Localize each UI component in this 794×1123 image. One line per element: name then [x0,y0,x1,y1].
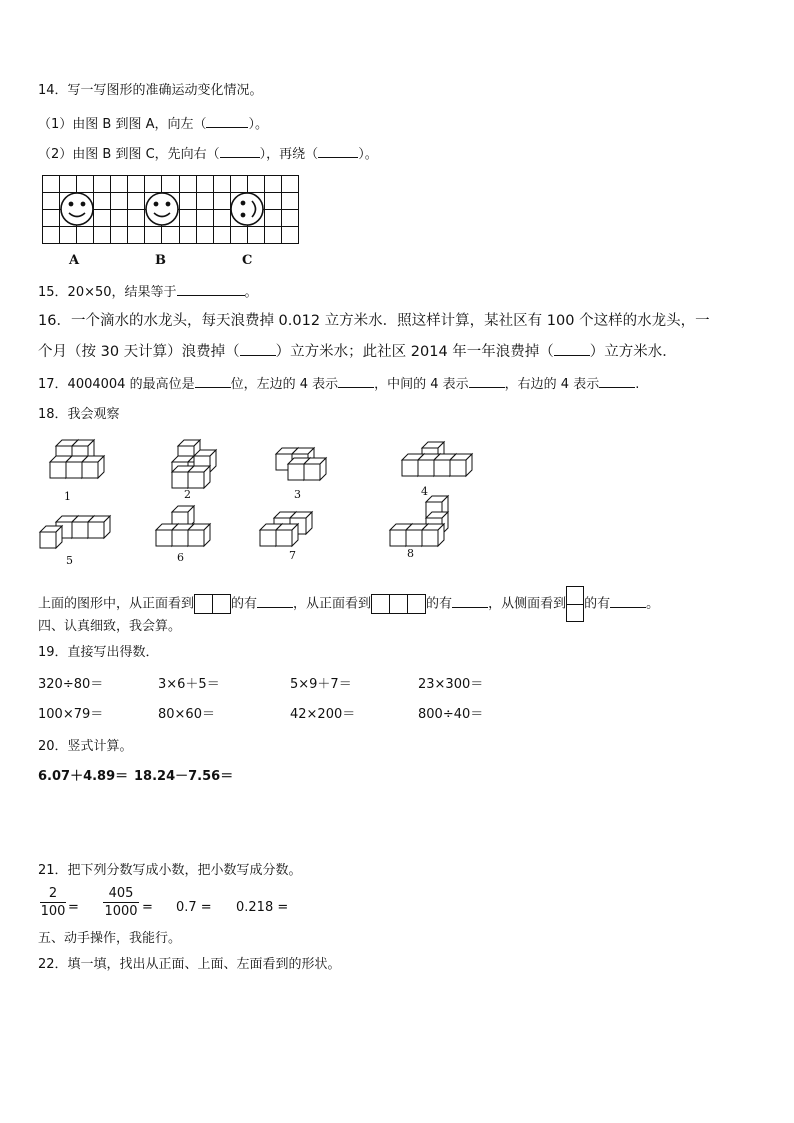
q22-title: 22．填一填，找出从正面、上面、左面看到的形状。 [38,957,341,972]
smiley-face-c-rotated [231,193,263,225]
q19-title: 19．直接写出得数． [38,645,159,660]
figure-number-6: 6 [177,551,184,564]
q19-item: 23×300＝ [418,677,484,692]
q21-title: 21．把下列分数写成小数，把小数写成分数。 [38,863,302,878]
q16-line2: 个月（按 30 天计算）浪费掉（ ）立方米水；此社区 2014 年一年浪费掉（ ）立方米水． [38,344,677,360]
answer-blank[interactable] [195,374,231,388]
figure-number-4: 4 [421,485,428,498]
q14-title: 14．写一写图形的准确运动变化情况。 [38,83,263,98]
two-square-view [194,594,231,614]
cube-figure-8 [390,496,448,546]
answer-blank[interactable] [318,144,358,158]
q19-item: 80×60＝ [158,707,215,722]
answer-blank[interactable] [240,342,276,356]
section-4-heading: 四、认真细致，我会算。 [38,619,182,634]
q19-item: 42×200＝ [290,707,356,722]
cube-figure-7 [260,512,312,546]
figure-number-1: 1 [64,490,71,503]
answer-blank[interactable] [554,342,590,356]
smiley-face-b [146,193,178,225]
fraction-2-100: 2 100 [40,886,66,919]
answer-blank[interactable] [338,374,374,388]
figure-number-7: 7 [289,549,296,562]
section-5-heading: 五、动手操作，我能行。 [38,931,182,946]
answer-blank[interactable] [206,114,248,128]
smiley-face-a [61,193,93,225]
q14-part2: （2）由图 B 到图 C，先向右（ ），再绕（ ）。 [38,144,378,164]
equals-sign: = [142,900,153,915]
answer-blank[interactable] [599,374,635,388]
equals-sign: = [68,900,79,915]
q20-title: 20．竖式计算。 [38,739,133,754]
cube-figure-2 [172,440,216,488]
q19-item: 3×6＋5＝ [158,677,220,692]
face-grid-diagram [42,175,300,245]
q18-title: 18．我会观察 [38,407,120,422]
q14-part1: （1）由图 B 到图 A，向左（ ）。 [38,114,268,134]
fraction-405-1000: 405 1000 [104,886,138,919]
q19-item: 800÷40＝ [418,707,484,722]
decimal-item: 0.7 = [176,900,212,915]
answer-blank[interactable] [610,594,646,608]
cube-figure-1 [50,440,104,478]
q20-item: 6.07＋4.89＝ [38,769,129,784]
figure-label-b: B [155,253,166,268]
three-square-view [371,594,426,614]
cube-figure-6 [156,506,210,546]
q18-question: 上面的图形中，从正面看到 的有 ，从正面看到 的有 ，从侧面看到 的有 。 [38,586,659,622]
q20-item: 18.24－7.56＝ [134,769,234,784]
q15: 15．20×50，结果等于 。 [38,282,258,302]
answer-blank[interactable] [452,594,488,608]
figure-number-5: 5 [66,554,73,567]
figure-number-8: 8 [407,547,414,560]
figure-label-c: C [242,253,253,268]
answer-blank[interactable] [469,374,505,388]
q17: 17．4004004 的最高位是 位，左边的 4 表示 ，中间的 4 表示 ，右边的 4 表示 . [38,374,639,394]
figure-label-a: A [69,253,80,268]
answer-blank[interactable] [220,144,260,158]
cube-figure-3 [276,448,326,480]
q19-item: 100×79＝ [38,707,104,722]
figure-number-3: 3 [294,488,301,501]
figure-number-2: 2 [184,488,191,501]
vertical-two-square-view [566,586,584,622]
cube-figure-5 [40,516,110,548]
cube-figure-4 [402,442,472,476]
answer-blank[interactable] [177,282,245,296]
q19-item: 5×9＋7＝ [290,677,352,692]
q19-item: 320÷80＝ [38,677,104,692]
q16-line1: 16．一个滴水的水龙头，每天浪费掉 0.012 立方米水．照这样计算，某社区有 100 个这样的水龙头，一 [38,313,710,329]
answer-blank[interactable] [257,594,293,608]
decimal-item: 0.218 = [236,900,289,915]
